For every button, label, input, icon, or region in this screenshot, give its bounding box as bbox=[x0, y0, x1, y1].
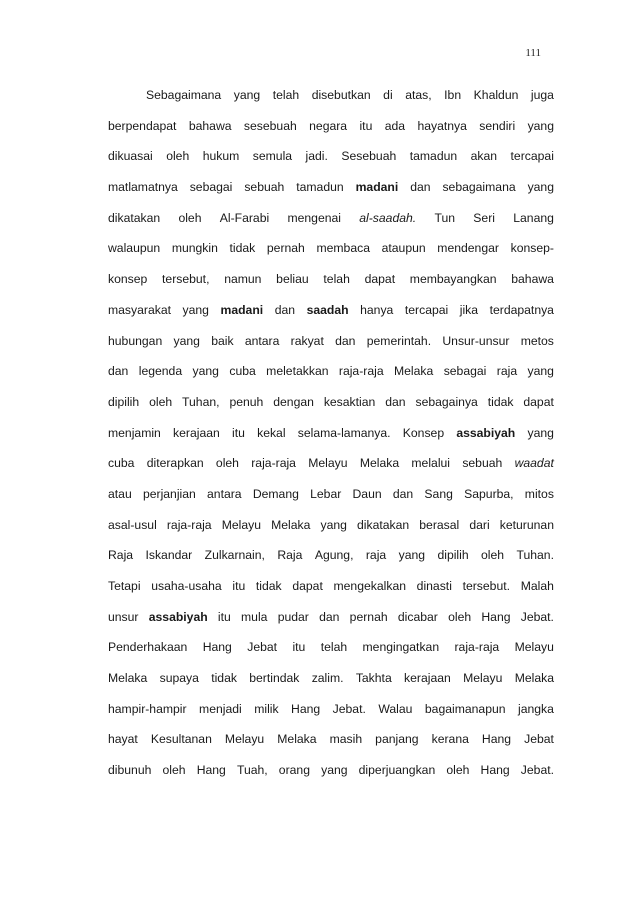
page-number: 111 bbox=[525, 47, 541, 59]
text-line bbox=[108, 510, 554, 541]
word: raja bbox=[365, 548, 387, 563]
word: Penderhakaan bbox=[108, 640, 188, 655]
word: saadah bbox=[306, 302, 349, 317]
word: oleh bbox=[178, 210, 202, 225]
word: hayat bbox=[108, 732, 138, 747]
word: masyarakat bbox=[108, 302, 171, 317]
word: Melaka bbox=[277, 732, 317, 747]
word: pernah bbox=[349, 609, 388, 624]
word: supaya bbox=[159, 671, 199, 686]
word: Melayu bbox=[221, 517, 261, 532]
word: zalim. bbox=[311, 671, 344, 686]
text-line bbox=[108, 571, 554, 602]
word: Melayu bbox=[463, 671, 503, 686]
word: Khaldun bbox=[473, 88, 519, 102]
word: oleh bbox=[162, 763, 186, 778]
word: berpendapat bbox=[108, 118, 177, 133]
word: sebuah bbox=[244, 180, 285, 195]
word: yang bbox=[320, 517, 347, 532]
word: Unsur-unsur bbox=[442, 333, 510, 348]
word: dan bbox=[410, 180, 431, 195]
word: bertindak bbox=[249, 671, 300, 686]
word: ada bbox=[384, 118, 406, 133]
word: yang bbox=[527, 118, 554, 133]
word: walaupun bbox=[108, 241, 161, 256]
word: tamadun bbox=[409, 149, 458, 164]
text-line bbox=[108, 203, 554, 234]
word: negara bbox=[309, 118, 348, 133]
word: madani bbox=[355, 180, 399, 195]
word: itu bbox=[232, 425, 245, 440]
word: Hang bbox=[480, 763, 510, 778]
word: unsur bbox=[108, 609, 139, 624]
word: masih bbox=[329, 732, 363, 747]
word: sebagaimana bbox=[442, 180, 516, 195]
text-line bbox=[108, 141, 554, 172]
word: yang bbox=[527, 425, 554, 440]
word: dikuasai bbox=[108, 149, 153, 164]
word: sebagai bbox=[189, 180, 233, 195]
text-line bbox=[108, 264, 554, 295]
word: Hang bbox=[196, 763, 226, 778]
word: oleh bbox=[446, 763, 470, 778]
text-line bbox=[108, 233, 554, 264]
word: dan bbox=[108, 364, 129, 379]
word: Lanang bbox=[513, 210, 554, 225]
word: Al-Farabi bbox=[219, 210, 270, 225]
word: legenda bbox=[138, 364, 183, 379]
word: perjanjian bbox=[142, 486, 196, 501]
word: jangka bbox=[518, 701, 554, 716]
word: oleh bbox=[215, 456, 239, 471]
body-paragraph bbox=[108, 80, 554, 786]
text-line bbox=[108, 356, 554, 387]
word: pemerintah. bbox=[366, 333, 432, 348]
text-line bbox=[108, 295, 554, 326]
word: Seri bbox=[473, 210, 495, 225]
word: telah bbox=[320, 640, 348, 655]
word: telah bbox=[272, 88, 300, 102]
word: Melaka bbox=[394, 364, 434, 379]
word: di bbox=[383, 88, 393, 102]
word: Jebat bbox=[247, 640, 278, 655]
word: bahawa bbox=[511, 272, 554, 287]
word: Iskandar bbox=[145, 548, 193, 563]
word: dan bbox=[319, 609, 340, 624]
word: namun bbox=[224, 272, 262, 287]
word: Hang bbox=[291, 701, 321, 716]
word: madani bbox=[220, 302, 264, 317]
word: sesebuah bbox=[243, 118, 297, 133]
text-line bbox=[108, 387, 554, 418]
word: bahawa bbox=[188, 118, 232, 133]
word: yang bbox=[321, 763, 348, 778]
word: cuba bbox=[108, 456, 135, 471]
word: al-saadah. bbox=[359, 210, 417, 225]
word: disebutkan bbox=[311, 88, 371, 102]
word: dinasti bbox=[416, 579, 452, 593]
word: oleh bbox=[149, 394, 173, 409]
word: Tuah, bbox=[236, 763, 268, 778]
word: ataupun bbox=[381, 241, 426, 256]
word: Raja bbox=[108, 548, 134, 563]
word: sebuah bbox=[462, 456, 503, 471]
word: Demang bbox=[252, 486, 299, 501]
word: Melayu bbox=[308, 456, 348, 471]
word: melalui bbox=[411, 456, 451, 471]
word: diperjuangkan bbox=[358, 763, 436, 778]
word: dan bbox=[335, 333, 356, 348]
word: Agung, bbox=[314, 548, 354, 563]
word: raja-raja bbox=[166, 517, 212, 532]
word: Melaka bbox=[514, 671, 554, 686]
word: keturunan bbox=[499, 517, 554, 532]
word: Tun bbox=[434, 210, 456, 225]
text-line bbox=[108, 540, 554, 571]
word: tamadun bbox=[296, 180, 344, 195]
word: Walau bbox=[378, 701, 413, 716]
word: oleh bbox=[166, 149, 190, 164]
text-line bbox=[108, 663, 554, 694]
word: matlamatnya bbox=[108, 180, 178, 195]
word: Hang bbox=[481, 732, 512, 747]
word: metos bbox=[520, 333, 554, 348]
word: antara bbox=[244, 333, 280, 348]
word: milik bbox=[254, 701, 279, 716]
word: tidak bbox=[487, 394, 514, 409]
word: konsep- bbox=[510, 241, 554, 256]
word: dari bbox=[469, 517, 490, 532]
word: hampir-hampir bbox=[108, 701, 187, 716]
word: Tuhan, bbox=[182, 394, 220, 409]
word: Tuhan. bbox=[516, 548, 554, 563]
word: mengingatkan bbox=[362, 640, 440, 655]
word: tidak bbox=[255, 579, 282, 593]
word: mengenai bbox=[287, 210, 341, 225]
word: Melaka bbox=[359, 456, 400, 471]
word: Hang bbox=[481, 609, 511, 624]
word: waadat bbox=[514, 456, 554, 471]
text-line bbox=[108, 602, 554, 633]
word: Melaka bbox=[271, 517, 311, 532]
word: usaha-usaha bbox=[151, 579, 222, 593]
word: berasal bbox=[419, 517, 460, 532]
word: panjang bbox=[375, 732, 419, 747]
word: membayangkan bbox=[409, 272, 497, 287]
word: yang bbox=[398, 548, 426, 563]
word: akan bbox=[470, 149, 498, 164]
word: Jebat. bbox=[332, 701, 366, 716]
word: konsep bbox=[108, 272, 148, 287]
word: pudar bbox=[277, 609, 309, 624]
word: mungkin bbox=[171, 241, 218, 256]
word: tidak bbox=[211, 671, 237, 686]
text-line bbox=[108, 418, 554, 449]
word: beliau bbox=[276, 272, 309, 287]
word: rakyat bbox=[290, 333, 324, 348]
word: Ibn bbox=[444, 88, 462, 102]
word: oleh bbox=[448, 609, 472, 624]
word: cuba bbox=[229, 364, 256, 379]
text-line bbox=[108, 326, 554, 357]
word: diterapkan bbox=[146, 456, 204, 471]
text-line bbox=[108, 479, 554, 510]
word: raja-raja bbox=[454, 640, 500, 655]
text-line bbox=[108, 724, 554, 755]
word: yang bbox=[192, 364, 219, 379]
word: kesaktian bbox=[323, 394, 376, 409]
word: meletakkan bbox=[266, 364, 329, 379]
word: yang bbox=[182, 302, 209, 317]
word: orang bbox=[278, 763, 310, 778]
word: Konsep bbox=[402, 425, 445, 440]
word: mendengar bbox=[437, 241, 499, 256]
word: Takhta bbox=[355, 671, 392, 686]
word: dan bbox=[385, 394, 406, 409]
word: itu bbox=[217, 609, 231, 624]
word: itu bbox=[359, 118, 373, 133]
word: yang bbox=[527, 364, 554, 379]
word: tercapai bbox=[404, 302, 449, 317]
word: mengekalkan bbox=[333, 579, 406, 593]
word: menjadi bbox=[199, 701, 242, 716]
word: sendiri bbox=[479, 118, 516, 133]
word: itu bbox=[232, 579, 246, 593]
word: selama-lamanya. bbox=[297, 425, 391, 440]
word: raja-raja bbox=[251, 456, 296, 471]
word: terdapatnya bbox=[489, 302, 554, 317]
word: atau bbox=[108, 486, 132, 501]
word: yang bbox=[527, 180, 554, 195]
word: atas, bbox=[405, 88, 432, 102]
word: Sapurba, bbox=[464, 486, 514, 501]
word: kekal bbox=[257, 425, 286, 440]
word: dapat bbox=[364, 272, 396, 287]
word: Raja bbox=[277, 548, 303, 563]
word: telah bbox=[323, 272, 350, 287]
word: juga bbox=[530, 88, 554, 102]
word: dipilih bbox=[108, 394, 140, 409]
word: bagaimanapun bbox=[424, 701, 506, 716]
word: Zulkarnain, bbox=[204, 548, 265, 563]
word: assabiyah bbox=[456, 425, 516, 440]
word: dikatakan bbox=[357, 517, 410, 532]
word: Tetapi bbox=[108, 579, 141, 593]
word: menjamin bbox=[108, 425, 161, 440]
word: Kesultanan bbox=[150, 732, 212, 747]
text-line bbox=[108, 755, 554, 786]
word: tercapai bbox=[510, 149, 554, 164]
word: mula bbox=[241, 609, 268, 624]
word: kerajaan bbox=[173, 425, 220, 440]
word: Lebar bbox=[310, 486, 342, 501]
word: baik bbox=[211, 333, 234, 348]
word: Jebat. bbox=[520, 609, 554, 624]
word: dipilih bbox=[437, 548, 469, 563]
text-line bbox=[108, 80, 554, 111]
word: antara bbox=[207, 486, 242, 501]
word: itu bbox=[292, 640, 306, 655]
word: penuh bbox=[229, 394, 264, 409]
word: raja-raja bbox=[338, 364, 384, 379]
word: Malah bbox=[520, 579, 554, 593]
word: dicabar bbox=[397, 609, 438, 624]
word: Melaka bbox=[108, 671, 148, 686]
word: Melayu bbox=[224, 732, 265, 747]
word: hanya bbox=[360, 302, 394, 317]
word: Jebat. bbox=[520, 763, 554, 778]
text-line bbox=[108, 111, 554, 142]
word: sebagai bbox=[443, 364, 487, 379]
word: assabiyah bbox=[148, 609, 208, 624]
word: dibunuh bbox=[108, 763, 152, 778]
word: Sesebuah bbox=[341, 149, 397, 164]
word: kerajaan bbox=[404, 671, 451, 686]
word: Sang bbox=[424, 486, 453, 501]
word: jadi. bbox=[305, 149, 328, 164]
word: mitos bbox=[524, 486, 554, 501]
word: jika bbox=[459, 302, 479, 317]
word: tersebut. bbox=[462, 579, 511, 593]
word: tersebut, bbox=[162, 272, 210, 287]
word: Jebat bbox=[524, 732, 554, 747]
word: asal-usul bbox=[108, 517, 157, 532]
word: hubungan bbox=[108, 333, 163, 348]
word: dan bbox=[392, 486, 414, 501]
word: Sebagaimana bbox=[146, 88, 222, 102]
word: Melayu bbox=[514, 640, 554, 655]
word: dapat bbox=[523, 394, 554, 409]
word: membaca bbox=[316, 241, 370, 256]
word: hayatnya bbox=[417, 118, 467, 133]
word: yang bbox=[233, 88, 261, 102]
word: hukum bbox=[202, 149, 240, 164]
word: dikatakan bbox=[108, 210, 161, 225]
word: yang bbox=[173, 333, 200, 348]
word: tidak bbox=[229, 241, 256, 256]
word: oleh bbox=[481, 548, 505, 563]
text-line bbox=[108, 694, 554, 725]
word: kerana bbox=[431, 732, 469, 747]
text-line bbox=[108, 172, 554, 203]
text-line bbox=[108, 448, 554, 479]
word: Daun bbox=[352, 486, 382, 501]
word: dengan bbox=[273, 394, 314, 409]
word: raja bbox=[496, 364, 518, 379]
word: pernah bbox=[266, 241, 305, 256]
word: dan bbox=[274, 302, 296, 317]
word: sebagainya bbox=[415, 394, 478, 409]
word: Hang bbox=[202, 640, 232, 655]
word: semula bbox=[252, 149, 293, 164]
text-line bbox=[108, 632, 554, 663]
word: dapat bbox=[292, 579, 323, 593]
